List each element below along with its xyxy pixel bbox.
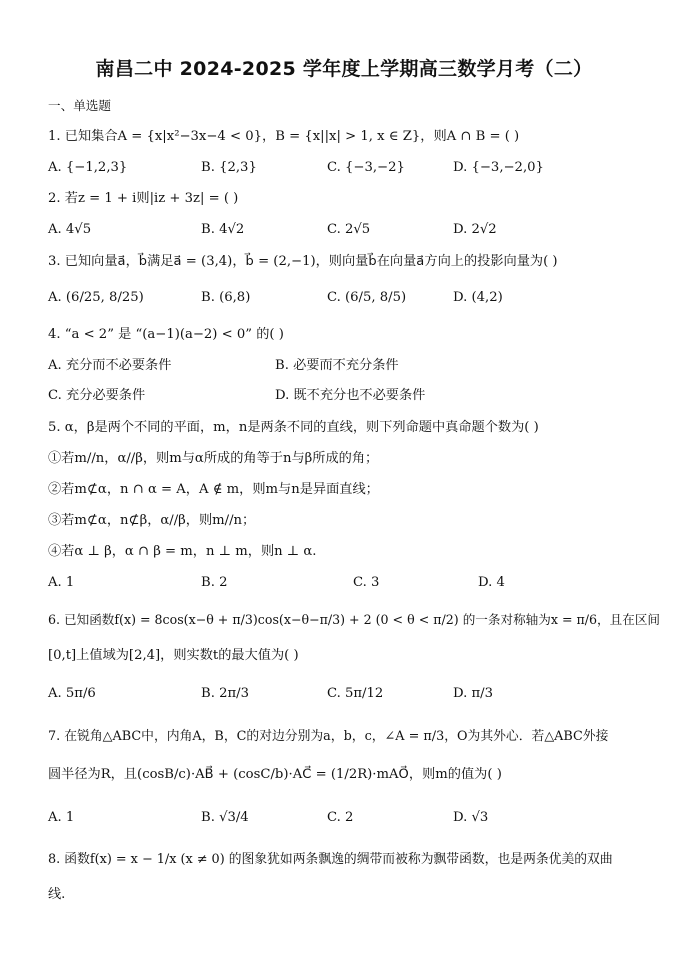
question-4-option-b: B. 必要而不充分条件 — [275, 358, 399, 373]
question-2-stem: 2. 若z = 1 + i则|iz + 3z| = ( ) — [48, 191, 239, 206]
question-7-option-a: A. 1 — [48, 810, 75, 825]
question-2-option-c: C. 2√5 — [327, 222, 371, 237]
question-2-option-a: A. 4√5 — [48, 222, 92, 237]
question-4-stem: 4. “a < 2” 是 “(a−1)(a−2) < 0” 的( ) — [48, 327, 284, 342]
question-6-option-a: A. 5π/6 — [48, 686, 96, 701]
section-heading: 一、单选题 — [48, 98, 111, 113]
question-5-option-c: C. 3 — [353, 575, 380, 590]
question-7-option-b: B. √3/4 — [201, 810, 249, 825]
question-7-stem-continued: 圆半径为R，且(cosB/c)·AB⃗ + (cosC/b)·AC⃗ = (1/2R)·mAO⃗，则m的值为( ) — [48, 767, 502, 782]
question-2-option-d: D. 2√2 — [453, 222, 497, 237]
question-1-stem: 1. 已知集合A = {x|x²−3x−4 < 0}，B = {x||x| > 1, x ∈ Z}，则A ∩ B = ( ) — [48, 129, 520, 144]
question-6-stem: 6. 已知函数f(x) = 8cos(x−θ + π/3)cos(x−θ−π/3) + 2 (0 < θ < π/2) 的一条对称轴为x = π/6，且在区间 — [48, 612, 661, 627]
question-5-item-3: ③若m⊄α，n⊄β，α//β，则m//n； — [48, 513, 256, 528]
question-5-option-a: A. 1 — [48, 575, 75, 590]
question-7-option-c: C. 2 — [327, 810, 354, 825]
question-7-stem: 7. 在锐角△ABC中，内角A，B，C的对边分别为a，b，c，∠A = π/3，O为其外心．若△ABC外接 — [48, 729, 609, 744]
question-8-stem-continued: 线. — [48, 887, 66, 902]
question-5-option-b: B. 2 — [201, 575, 228, 590]
question-5-item-2: ②若m⊄α，n ∩ α = A，A ∉ m，则m与n是异面直线； — [48, 482, 379, 497]
question-6-option-b: B. 2π/3 — [201, 686, 249, 701]
question-5-option-d: D. 4 — [478, 575, 505, 590]
question-7-option-d: D. √3 — [453, 810, 489, 825]
question-4-option-d: D. 既不充分也不必要条件 — [275, 388, 426, 403]
question-3-stem: 3. 已知向量a⃗，b⃗满足a⃗ = (3,4)，b⃗ = (2,−1)，则向量b⃗在向量a⃗方向上的投影向量为( ) — [48, 254, 558, 269]
question-8-stem: 8. 函数f(x) = x − 1/x (x ≠ 0) 的图象犹如两条飘逸的绸带而被称为飘带函数，也是两条优美的双曲 — [48, 852, 613, 867]
question-3-option-c: C. (6/5, 8/5) — [327, 290, 407, 305]
question-1-option-d: D. {−3,−2,0} — [453, 160, 544, 175]
question-3-option-b: B. (6,8) — [201, 290, 251, 305]
question-6-option-d: D. π/3 — [453, 686, 493, 701]
page-title: 南昌二中 2024-2025 学年度上学期高三数学月考（二） — [95, 58, 593, 80]
question-5-item-4: ④若α ⊥ β，α ∩ β = m，n ⊥ m，则n ⊥ α. — [48, 544, 317, 559]
question-2-option-b: B. 4√2 — [201, 222, 245, 237]
question-6-stem-continued: [0,t]上值域为[2,4]，则实数t的最大值为( ) — [48, 648, 299, 663]
question-1-option-b: B. {2,3} — [201, 160, 257, 175]
question-3-option-d: D. (4,2) — [453, 290, 503, 305]
question-5-item-1: ①若m//n，α//β，则m与α所成的角等于n与β所成的角； — [48, 451, 379, 466]
question-1-option-c: C. {−3,−2} — [327, 160, 405, 175]
question-1-option-a: A. {−1,2,3} — [48, 160, 128, 175]
question-6-option-c: C. 5π/12 — [327, 686, 384, 701]
question-4-option-c: C. 充分必要条件 — [48, 388, 146, 403]
question-3-option-a: A. (6/25, 8/25) — [48, 290, 144, 305]
question-5-stem: 5. α，β是两个不同的平面，m，n是两条不同的直线，则下列命题中真命题个数为( ) — [48, 420, 539, 435]
question-4-option-a: A. 充分而不必要条件 — [48, 358, 172, 373]
